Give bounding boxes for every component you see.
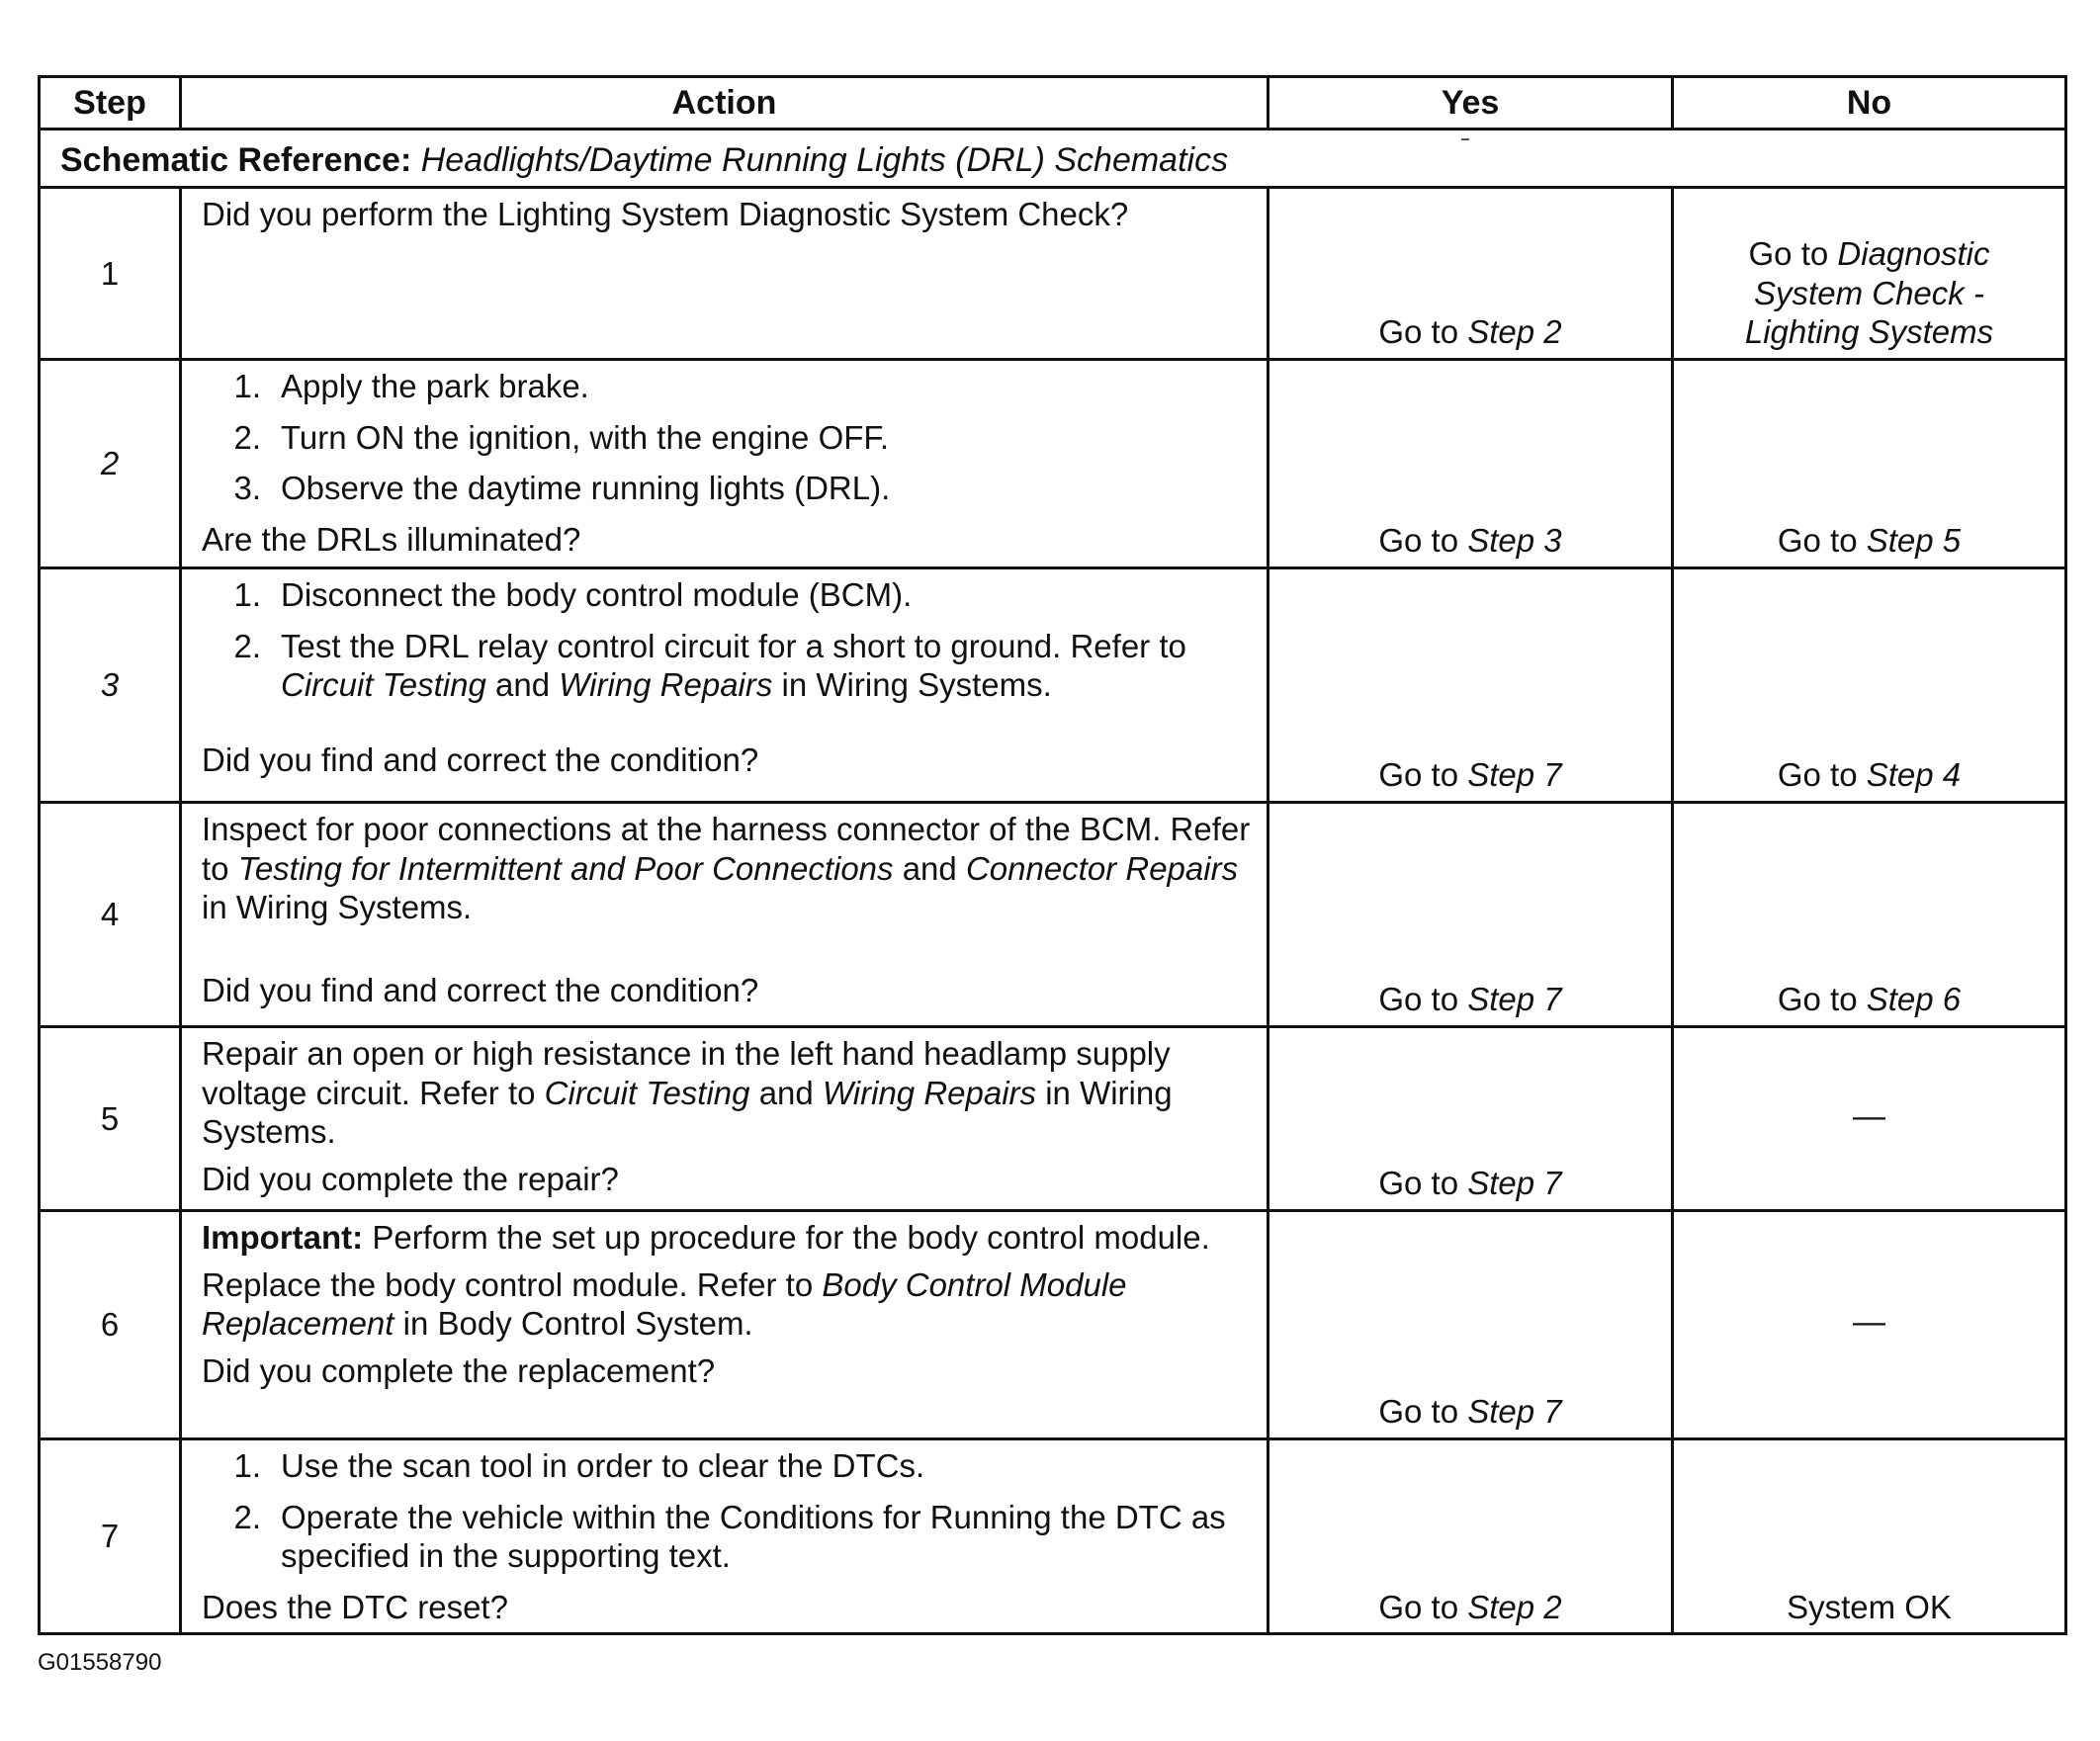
substep [202, 367, 1251, 406]
substep-text-part: Test the DRL relay control circuit for a short to ground. Refer to [281, 627, 1186, 664]
action-text-part: and [749, 1074, 823, 1111]
yes-link[interactable]: Step 7 [1467, 981, 1562, 1018]
yes-cell [1269, 1439, 1673, 1634]
no-cell [1673, 568, 2066, 803]
substep [202, 575, 1251, 615]
yes-prefix: Go to [1378, 313, 1459, 351]
action-text-part: in Wiring Systems. [202, 1074, 1173, 1151]
action-text-part: Repair an open or high resistance in the left hand headlamp supply voltage circuit. Refer to [202, 1035, 1171, 1111]
action-paragraph [202, 1265, 1251, 1344]
substep-text: Observe the daytime running lights (DRL). [281, 470, 891, 507]
no-link-line-2[interactable]: System Check - [1754, 274, 1984, 311]
substep-text [281, 627, 1251, 705]
yes-link[interactable]: Step 2 [1467, 313, 1562, 351]
connector-repairs-link[interactable]: Connector Repairs [965, 849, 1239, 887]
no-link[interactable]: Step 5 [1866, 522, 1962, 560]
yes-link[interactable]: Step 2 [1467, 1588, 1562, 1625]
yes-prefix: Go to [1378, 522, 1459, 560]
yes-link[interactable]: Step 7 [1467, 1393, 1562, 1431]
bcm-replacement-link[interactable]: Body Control Module Replacement [202, 1265, 1127, 1343]
substep-list [202, 367, 1251, 508]
action-text-part: in Wiring Systems. [202, 889, 473, 926]
no-prefix: Go to [1777, 522, 1858, 560]
header-row [40, 77, 2066, 130]
important-text: Perform the set up procedure for the body control module. [363, 1219, 1210, 1256]
substep-number: 1. [233, 368, 261, 404]
yes-cell [1269, 568, 1673, 803]
no-cell: System OK [1673, 1439, 2066, 1634]
no-cell: — [1673, 1211, 2066, 1439]
table-row-step-7 [40, 1439, 2066, 1634]
important-label: Important: [202, 1219, 364, 1256]
important-note [202, 1218, 1251, 1258]
substep [202, 627, 1251, 705]
no-cell [1673, 360, 2066, 568]
no-cell [1673, 188, 2066, 360]
table-row-step-2 [40, 360, 2066, 568]
yes-cell [1269, 1027, 1673, 1211]
substep-text: Operate the vehicle within the Conditions for Running the DTC as specified in the supporting text. [281, 1498, 1226, 1575]
table-row-step-4 [40, 803, 2066, 1027]
substep-text: Turn ON the ignition, with the engine OFF. [281, 418, 890, 456]
substep-number: 2. [233, 1498, 261, 1535]
question-text: Does the DTC reset? [202, 1588, 508, 1625]
no-link-line-3[interactable]: Lighting Systems [1744, 313, 1994, 351]
step-number: 7 [40, 1439, 181, 1634]
yes-prefix: Go to [1378, 756, 1459, 794]
schematic-row [40, 130, 2066, 188]
no-link[interactable]: Diagnostic [1837, 235, 1990, 273]
question-text: Did you complete the repair? [202, 1160, 619, 1197]
substep-number: 3. [233, 470, 261, 507]
action-text-part: Inspect for poor connections at the harness connector of the BCM. Refer to [202, 811, 1251, 887]
substep-number: 1. [233, 576, 261, 613]
action-paragraph [202, 810, 1251, 927]
yes-prefix: Go to [1378, 1165, 1459, 1202]
no-prefix: Go to [1748, 235, 1829, 273]
table-row-step-6 [40, 1211, 2066, 1439]
step-number: 4 [40, 803, 181, 1027]
yes-cell [1269, 188, 1673, 360]
yes-cell [1269, 360, 1673, 568]
no-link[interactable]: Step 4 [1866, 756, 1962, 794]
step-number: 1 [40, 188, 181, 360]
circuit-testing-link[interactable]: Circuit Testing [281, 666, 486, 704]
yes-link[interactable]: Step 7 [1467, 1165, 1562, 1202]
yes-prefix: Go to [1378, 981, 1459, 1018]
substep-number: 2. [233, 418, 261, 456]
substep-text-part: in Wiring Systems. [772, 666, 1052, 704]
no-cell [1673, 803, 2066, 1027]
yes-prefix: Go to [1378, 1588, 1459, 1625]
yes-cell [1269, 803, 1673, 1027]
substep-list [202, 575, 1251, 705]
action-cell [181, 803, 1269, 1027]
question-text: Did you find and correct the condition? [202, 740, 759, 778]
schematic-link[interactable]: Headlights/Daytime Running Lights (DRL) Schematics [420, 140, 1229, 179]
header-step: Step [40, 77, 181, 130]
table-row-step-3 [40, 568, 2066, 803]
schematic-label: Schematic Reference: [60, 140, 412, 179]
figure-id: G01558790 [38, 1649, 162, 1676]
schematic-reference [40, 130, 2066, 188]
substep-text: Use the scan tool in order to clear the DTCs. [281, 1447, 925, 1484]
header-no: No [1673, 77, 2066, 130]
substep-number: 1. [233, 1447, 261, 1484]
action-cell [181, 1211, 1269, 1439]
yes-link[interactable]: Step 3 [1467, 522, 1562, 560]
step-number: 5 [40, 1027, 181, 1211]
table-row-step-1 [40, 188, 2066, 360]
question-text: Are the DRLs illuminated? [202, 520, 581, 558]
step-number: 2 [40, 360, 181, 568]
substep [202, 469, 1251, 508]
circuit-testing-link[interactable]: Circuit Testing [544, 1074, 750, 1111]
yes-cell [1269, 1211, 1673, 1439]
yes-link[interactable]: Step 7 [1467, 756, 1562, 794]
step-number: 6 [40, 1211, 181, 1439]
no-link[interactable]: Step 6 [1866, 981, 1962, 1018]
action-cell [181, 360, 1269, 568]
yes-prefix: Go to [1378, 1393, 1459, 1431]
question-text: Did you complete the replacement? [202, 1351, 716, 1389]
wiring-repairs-link[interactable]: Wiring Repairs [822, 1074, 1037, 1111]
substep-number: 2. [233, 627, 261, 664]
action-paragraph [202, 1034, 1251, 1152]
diagnostic-table [38, 75, 2067, 1635]
question-text: Did you perform the Lighting System Diagnostic System Check? [202, 196, 1129, 232]
action-text-part: Replace the body control module. Refer to [202, 1265, 823, 1303]
intermittent-connections-link[interactable]: Testing for Intermittent and Poor Connections [237, 849, 894, 887]
no-prefix: Go to [1777, 756, 1858, 794]
substep [202, 1498, 1251, 1576]
action-cell [181, 568, 1269, 803]
no-prefix: Go to [1777, 981, 1858, 1018]
substep-text: Apply the park brake. [281, 368, 589, 404]
action-cell [181, 188, 1269, 360]
substep-text: Disconnect the body control module (BCM). [281, 576, 913, 613]
substep [202, 418, 1251, 458]
header-yes: Yes [1269, 77, 1673, 130]
substep [202, 1446, 1251, 1486]
action-text-part: in Body Control System. [394, 1305, 753, 1343]
header-action: Action [181, 77, 1269, 130]
action-cell [181, 1439, 1269, 1634]
action-text-part: and [893, 849, 966, 887]
substep-list [202, 1446, 1251, 1576]
step-number: 3 [40, 568, 181, 803]
question-text: Did you find and correct the condition? [202, 971, 759, 1008]
table-row-step-5 [40, 1027, 2066, 1211]
no-cell: — [1673, 1027, 2066, 1211]
wiring-repairs-link[interactable]: Wiring Repairs [559, 666, 773, 704]
action-cell [181, 1027, 1269, 1211]
substep-text-part: and [485, 666, 560, 704]
